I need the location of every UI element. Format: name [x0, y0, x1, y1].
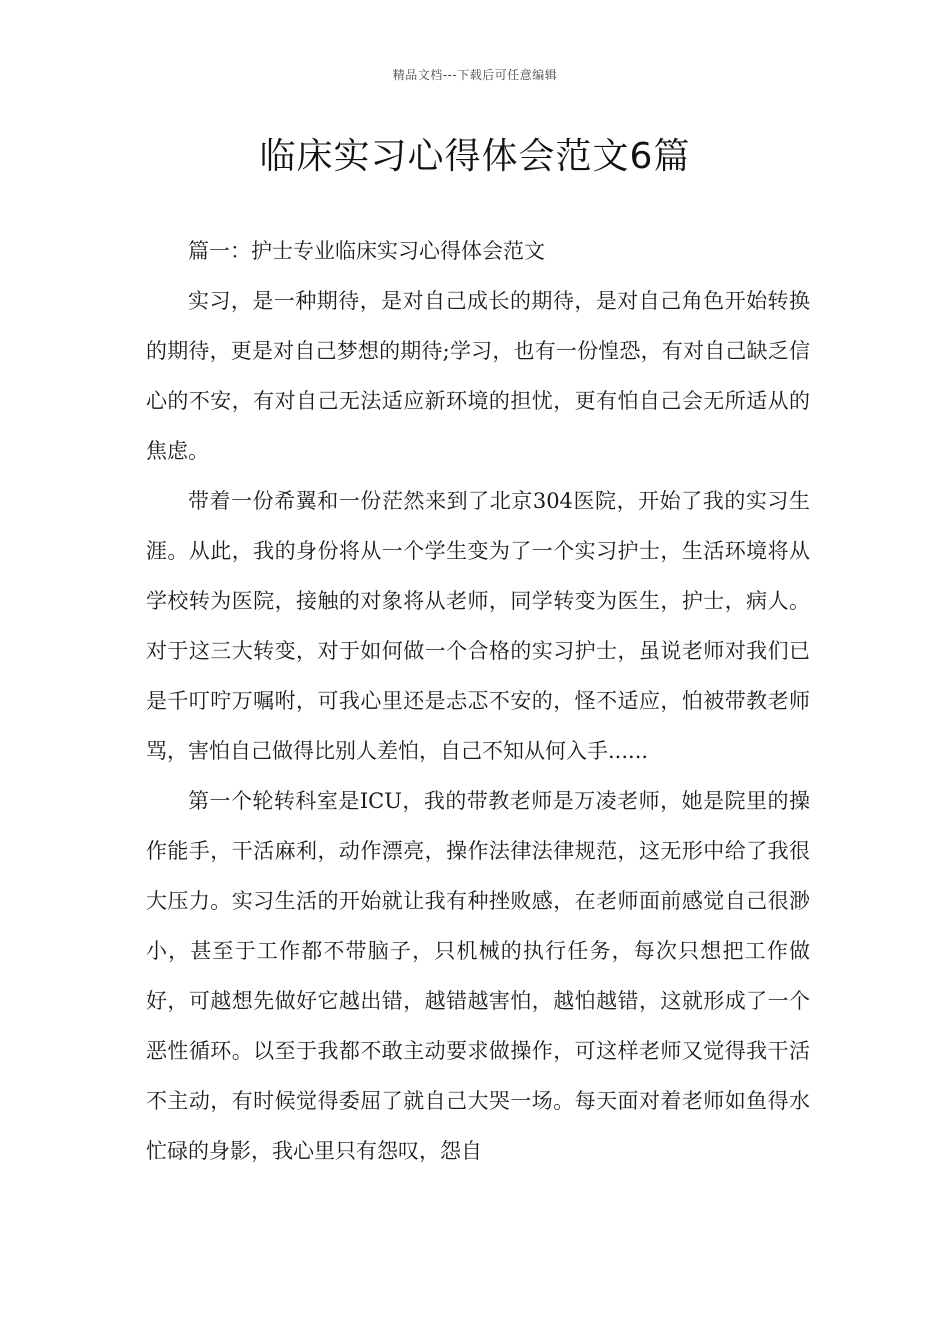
document-body	[146, 226, 810, 1176]
page-header: 精品文档---下载后可任意编辑	[392, 68, 558, 82]
section-heading: 篇一：护士专业临床实习心得体会范文	[188, 239, 545, 263]
paragraph-1: 实习，是一种期待，是对自己成长的期待，是对自己角色开始转换的期待，更是对自己梦想的期待;学习，也有一份惶恐，有对自己缺乏信心的不安，有对自己无法适应新环境的担忧，更有怕自己会无所适从的焦虑。	[146, 289, 810, 463]
document-title: 临床实习心得体会范文6篇	[259, 136, 691, 177]
paragraph-3: 第一个轮转科室是ICU，我的带教老师是万凌老师，她是院里的操作能手，干活麻利，动作漂亮，操作法律法律规范，这无形中给了我很大压力。实习生活的开始就让我有种挫败感，在老师面前感觉自己很渺小，甚至于工作都不带脑子，只机械的执行任务，每次只想把工作做好，可越想先做好它越出错，越错越害怕，越怕越错，这就形成了一个恶性循环。以至于我都不敢主动要求做操作，可这样老师又觉得我干活不主动，有时候觉得委屈了就自己大哭一场。每天面对着老师如鱼得水忙碌的身影，我心里只有怨叹，怨自	[146, 789, 810, 1163]
paragraph-2: 带着一份希翼和一份茫然来到了北京304医院，开始了我的实习生涯。从此，我的身份将从一个学生变为了一个实习护士，生活环境将从学校转为医院，接触的对象将从老师，同学转变为医生，护士，病人。对于这三大转变，对于如何做一个合格的实习护士，虽说老师对我们已是千叮咛万嘱咐，可我心里还是忐忑不安的，怪不适应，怕被带教老师骂，害怕自己做得比别人差怕，自己不知从何入手......	[146, 489, 810, 763]
